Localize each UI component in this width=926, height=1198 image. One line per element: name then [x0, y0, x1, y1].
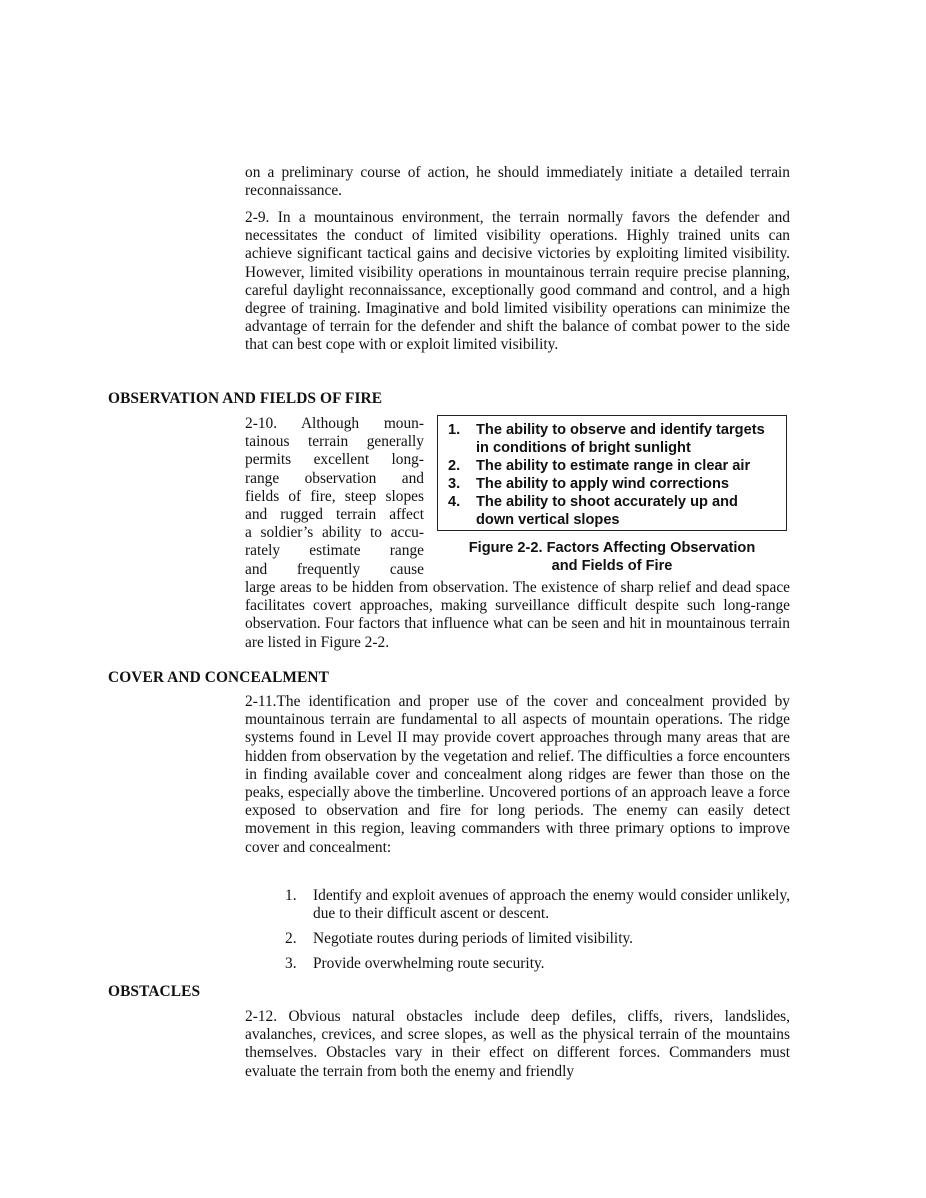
paragraph-continuation: on a preliminary course of action, he should immediately initiate a detailed terrain reconnaissance.: [245, 164, 790, 200]
list-item: [285, 955, 790, 973]
heading-observation-fields-of-fire: OBSERVATION AND FIELDS OF FIRE: [108, 390, 383, 407]
paragraph-2-10-line: range observation and: [245, 469, 424, 487]
paragraph-2-9: 2-9. In a mountainous environment, the terrain normally favors the defender and necessitates the conduct of limited visibility operations. Highly trained units can achieve significant tactical gains and decisive victories by exploiting limited visibility. However, limited visibility operations in mountainous terrain require precise planning, careful daylight reconnaissance, exceptionally good command and control, and a high degree of training. Imaginative and bold limited visibility operations can minimize the advantage of terrain for the defender and shift the balance of combat power to the side that can best cope with or exploit limited visibility.: [245, 209, 790, 354]
paragraph-2-10-line: tainous terrain generally: [245, 433, 424, 451]
figure-2-2-caption: [437, 539, 787, 575]
figure-item: [448, 475, 778, 493]
figure-item-number: 3.: [448, 476, 461, 492]
list-item: [285, 887, 790, 923]
figure-item-text: The ability to observe and identify targets in conditions of bright sunlight: [476, 422, 765, 456]
figure-item: [448, 421, 778, 457]
figure-item: [448, 457, 778, 475]
list-item-text: Identify and exploit avenues of approach the enemy would consider unlikely, due to their difficult ascent or descent.: [313, 887, 790, 923]
list-item-text: Provide overwhelming route security.: [313, 955, 545, 972]
list-item-text: Negotiate routes during periods of limited visibility.: [313, 930, 634, 947]
figure-2-2-box: [437, 415, 787, 531]
figure-item-text: The ability to estimate range in clear air: [476, 458, 751, 474]
figure-item-text: The ability to shoot accurately up and down vertical slopes: [476, 494, 738, 528]
paragraph-2-10-line: and rugged terrain affect: [245, 506, 424, 524]
list-item-number: 2.: [285, 930, 297, 947]
paragraph-2-10-line: and frequently cause: [245, 560, 424, 578]
heading-cover-and-concealment: COVER AND CONCEALMENT: [108, 669, 330, 686]
figure-caption-line: and Fields of Fire: [551, 558, 673, 574]
paragraph-2-10-line: permits excellent long-: [245, 451, 424, 469]
figure-item-text: The ability to apply wind corrections: [476, 476, 729, 492]
paragraph-2-10-line: rately estimate range: [245, 542, 424, 560]
paragraph-2-12: 2-12. Obvious natural obstacles include deep defiles, cliffs, rivers, landslides, avalanches, crevices, and scree slopes, as well as the physical terrain of the mountains themselves. Obstacles vary in their effect on different forces. Commanders must evaluate the terrain from both the enemy and friendly: [245, 1008, 790, 1080]
paragraph-2-10-line: fields of fire, steep slopes: [245, 487, 424, 505]
paragraph-2-10-line: a soldier’s ability to accu-: [245, 524, 424, 542]
list-item-number: 3.: [285, 955, 297, 972]
list-item: [285, 930, 790, 948]
list-item-number: 1.: [285, 887, 297, 904]
figure-item-number: 1.: [448, 422, 461, 438]
heading-obstacles: OBSTACLES: [108, 983, 201, 1000]
paragraph-2-10-continued: large areas to be hidden from observation. The existence of sharp relief and dead space facilitates covert approaches, making surveillance difficult despite such long-range observation. Four factors that influence what can be seen and hit in mountainous terrain are listed in Figure 2-2.: [245, 579, 790, 651]
figure-caption-line: Figure 2-2. Factors Affecting Observation: [468, 540, 756, 556]
paragraph-2-11: 2-11.The identification and proper use of the cover and concealment provided by mountainous terrain are fundamental to all aspects of mountain operations. The ridge systems found in Level II may provide covert approaches through many areas that are hidden from observation by the vegetation and relief. The difficulties a force encounters in finding available cover and concealment along ridges are fewer than those on the peaks, especially above the timberline. Uncovered portions of an approach leave a force exposed to observation and fire for long periods. The enemy can easily detect movement in this region, leaving commanders with three primary options to improve cover and concealment:: [245, 693, 790, 856]
figure-item: [448, 493, 778, 529]
paragraph-2-10-column: [245, 415, 424, 579]
paragraph-2-10-line: 2-10. Although moun-: [245, 415, 424, 432]
figure-item-number: 2.: [448, 458, 461, 474]
figure-item-number: 4.: [448, 494, 461, 510]
